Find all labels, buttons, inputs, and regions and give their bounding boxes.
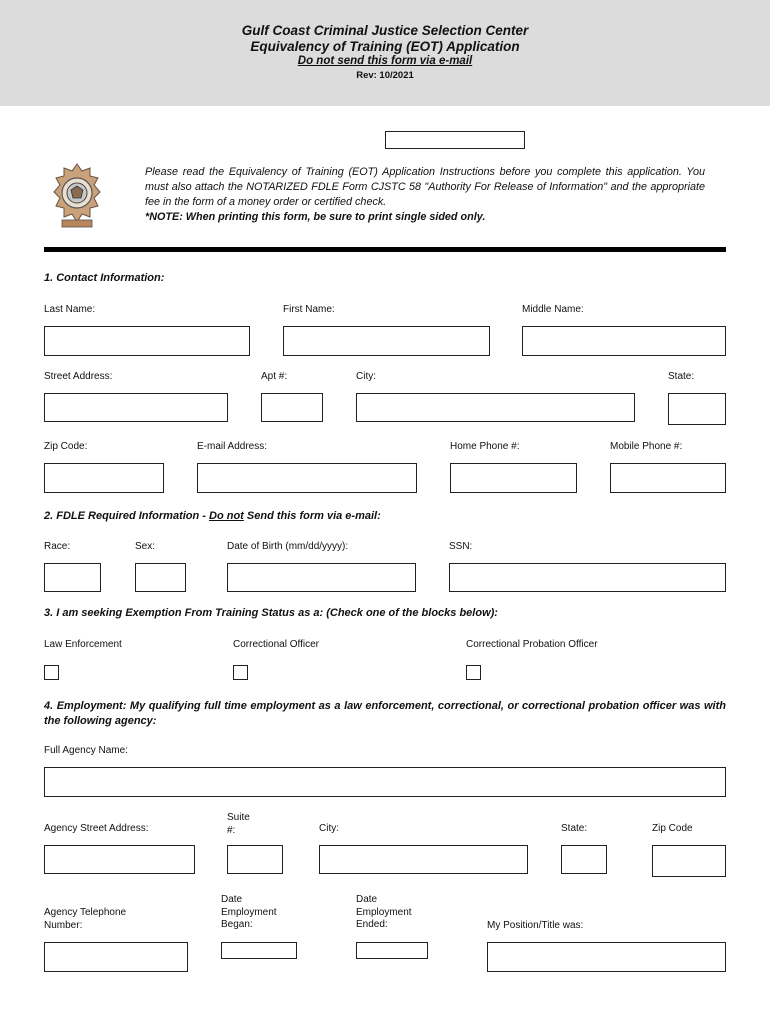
section-2-title-suffix: Send this form via e-mail: xyxy=(243,510,381,522)
agency-name-label: Full Agency Name: xyxy=(44,745,128,756)
agency-phone-line1: Agency Telephone xyxy=(44,907,127,918)
ssn-input[interactable] xyxy=(449,563,726,592)
agency-name-input[interactable] xyxy=(44,767,726,797)
dob-input[interactable] xyxy=(227,563,416,592)
date-began-line2: Employment xyxy=(221,906,277,918)
date-began-input[interactable] xyxy=(221,942,297,959)
zip-code-label: Zip Code: xyxy=(44,441,88,452)
section-2-title-prefix: 2. FDLE Required Information - xyxy=(44,510,210,522)
street-address-label: Street Address: xyxy=(44,371,113,382)
sex-input[interactable] xyxy=(135,563,186,592)
apt-label: Apt #: xyxy=(261,371,288,382)
first-name-label: First Name: xyxy=(283,304,335,315)
law-enforcement-checkbox[interactable] xyxy=(44,665,59,680)
intro-paragraph xyxy=(145,165,705,225)
agency-state-input[interactable] xyxy=(561,845,607,874)
dob-label: Date of Birth (mm/dd/yyyy): xyxy=(227,541,349,552)
section-4-title: 4. Employment: My qualifying full time employment as a law enforcement, correctional, or correctional probation officer was with the following agency: xyxy=(44,700,726,727)
badge-seal-icon xyxy=(52,162,102,230)
date-ended-line1: Date xyxy=(356,894,378,905)
last-name-label: Last Name: xyxy=(44,304,96,315)
section-2-title xyxy=(44,510,381,522)
email-label: E-mail Address: xyxy=(197,441,268,452)
probation-officer-checkbox[interactable] xyxy=(466,665,481,680)
city-label: City: xyxy=(356,371,376,382)
section-divider xyxy=(44,247,726,252)
date-began-line3: Began: xyxy=(221,919,253,930)
sex-label: Sex: xyxy=(135,541,156,552)
agency-city-input[interactable] xyxy=(319,845,528,874)
agency-phone-label xyxy=(44,907,126,932)
agency-street-input[interactable] xyxy=(44,845,195,874)
section-2-title-underlined: Do not xyxy=(209,510,244,522)
top-id-field[interactable] xyxy=(385,131,525,149)
date-ended-label xyxy=(356,894,412,932)
revision: Rev: 10/2021 xyxy=(356,70,414,81)
agency-zip-label: Zip Code xyxy=(652,823,693,834)
email-warning: Do not send this form via e-mail xyxy=(297,55,473,67)
agency-city-label: City: xyxy=(319,823,339,834)
org-name: Gulf Coast Criminal Justice Selection Center xyxy=(241,23,529,38)
suite-label xyxy=(227,812,250,837)
date-ended-line3: Ended: xyxy=(356,919,388,930)
date-ended-line2: Employment xyxy=(356,906,412,918)
last-name-input[interactable] xyxy=(44,326,250,356)
zip-code-input[interactable] xyxy=(44,463,164,493)
option-correctional-officer-label: Correctional Officer xyxy=(233,639,319,650)
section-1-title: 1. Contact Information: xyxy=(44,272,165,284)
suite-label-line2: #: xyxy=(227,824,236,836)
date-began-label xyxy=(221,894,277,932)
ssn-label: SSN: xyxy=(449,541,473,552)
state-input[interactable] xyxy=(668,393,726,425)
option-probation-officer-label: Correctional Probation Officer xyxy=(466,639,598,650)
state-label: State: xyxy=(668,371,695,382)
position-label: My Position/Title was: xyxy=(487,920,584,931)
agency-zip-input[interactable] xyxy=(652,845,726,877)
correctional-officer-checkbox[interactable] xyxy=(233,665,248,680)
agency-state-label: State: xyxy=(561,823,588,834)
middle-name-input[interactable] xyxy=(522,326,726,356)
form-header xyxy=(0,0,770,106)
home-phone-label: Home Phone #: xyxy=(450,441,520,452)
middle-name-label: Middle Name: xyxy=(522,304,584,315)
email-input[interactable] xyxy=(197,463,417,493)
race-input[interactable] xyxy=(44,563,101,592)
intro-text: Please read the Equivalency of Training (EOT) Application Instructions before you complete this application. You must also attach the NOTARIZED FDLE Form CJSTC 58 "Authority For Release of Information" and the appropriate fee in the form of a money order or certified check. xyxy=(145,166,705,208)
agency-phone-line2: Number: xyxy=(44,919,83,931)
agency-phone-input[interactable] xyxy=(44,942,188,972)
option-law-enforcement-label: Law Enforcement xyxy=(44,639,122,650)
city-input[interactable] xyxy=(356,393,635,422)
race-label: Race: xyxy=(44,541,71,552)
date-ended-input[interactable] xyxy=(356,942,428,959)
date-began-line1: Date xyxy=(221,894,243,905)
agency-street-label: Agency Street Address: xyxy=(44,823,149,834)
suite-input[interactable] xyxy=(227,845,283,874)
print-note: *NOTE: When printing this form, be sure to print single sided only. xyxy=(145,211,486,223)
mobile-phone-label: Mobile Phone #: xyxy=(610,441,683,452)
apt-input[interactable] xyxy=(261,393,323,422)
street-address-input[interactable] xyxy=(44,393,228,422)
position-input[interactable] xyxy=(487,942,726,972)
home-phone-input[interactable] xyxy=(450,463,577,493)
first-name-input[interactable] xyxy=(283,326,490,356)
form-title: Equivalency of Training (EOT) Application xyxy=(250,39,520,54)
section-3-title: 3. I am seeking Exemption From Training Status as a: (Check one of the blocks below): xyxy=(44,607,498,619)
suite-label-line1: Suite xyxy=(227,812,250,823)
mobile-phone-input[interactable] xyxy=(610,463,726,493)
